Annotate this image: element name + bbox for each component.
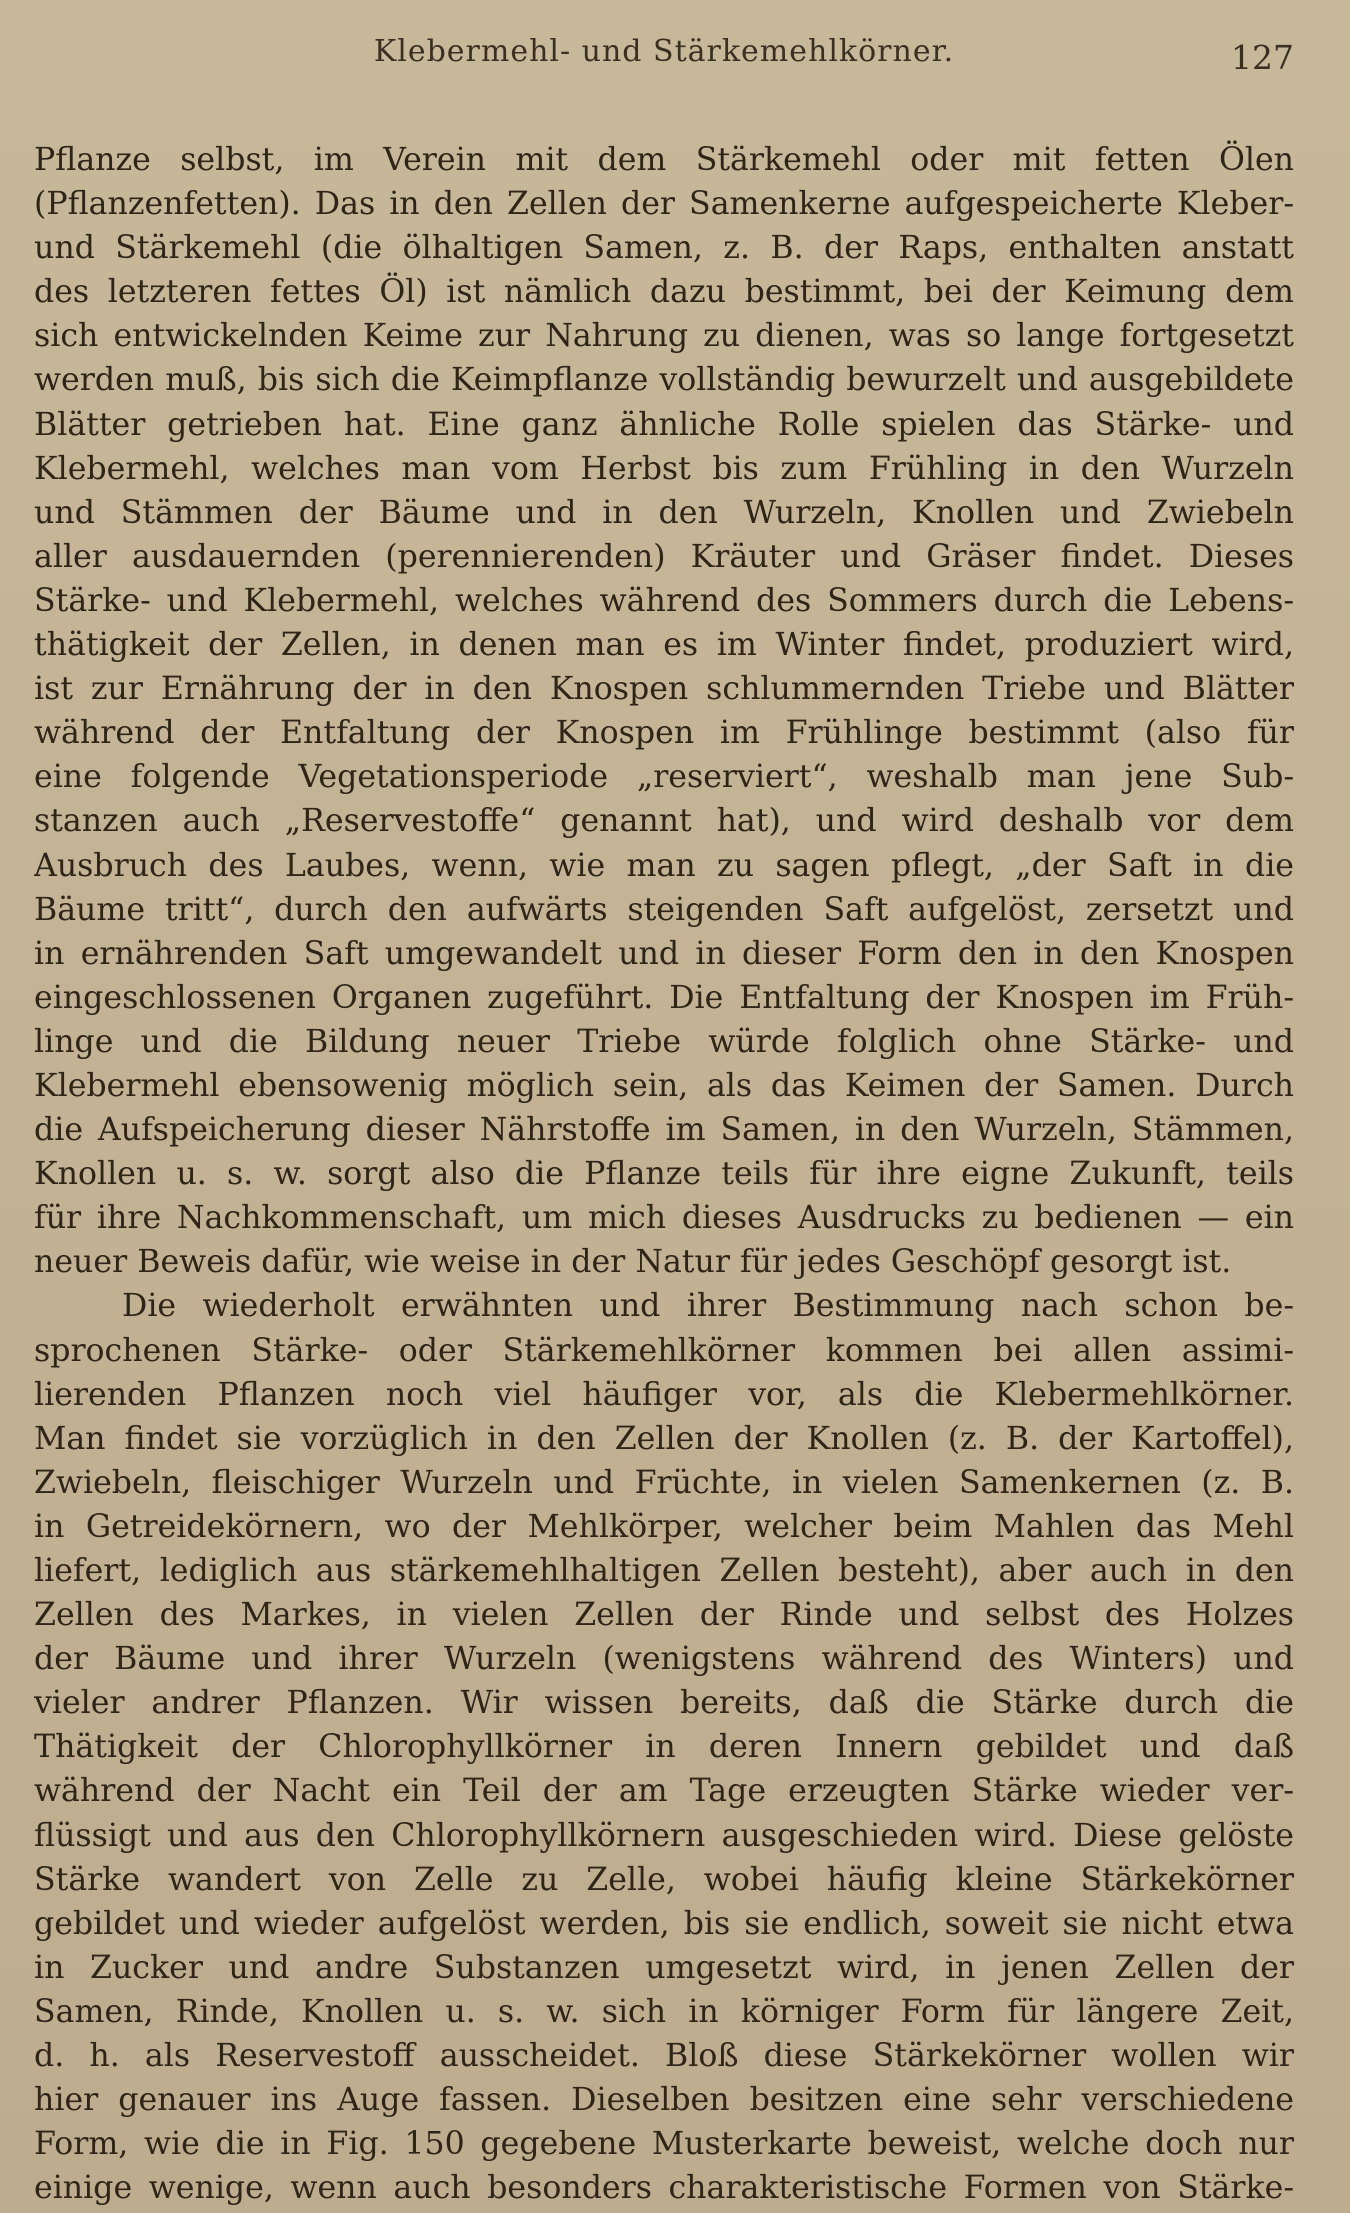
- text-line: der Bäume und ihrer Wurzeln (wenigstens während des Winters) und: [34, 1641, 1294, 1678]
- text-line: liefert, lediglich aus stärkemehlhaltigen Zellen besteht), aber auch in den: [34, 1553, 1294, 1589]
- text-line: Stärke wandert von Zelle zu Zelle, wobei häufig kleine Stärkekörner: [34, 1861, 1294, 1898]
- text-line: flüssigt und aus den Chlorophyllkörnern ausgeschieden wird. Diese gelöste: [34, 1817, 1294, 1854]
- text-line: lierenden Pflanzen noch viel häufiger vor, als die Klebermehlkörner.: [34, 1376, 1294, 1413]
- text-line: Knollen u. s. w. sorgt also die Pflanze teils für ihre eigne Zukunft, teils: [34, 1156, 1294, 1193]
- text-line: Bäume tritt“, durch den aufwärts steigenden Saft aufgelöst, zersetzt und: [34, 891, 1294, 928]
- text-line: aller ausdauernden (perennierenden) Kräuter und Gräser findet. Dieses: [34, 538, 1294, 575]
- text-line: und Stärkemehl (die ölhaltigen Samen, z. B. der Raps, enthalten anstatt: [34, 230, 1294, 267]
- text-line: Blätter getrieben hat. Eine ganz ähnliche Rolle spielen das Stärke- und: [34, 406, 1294, 443]
- text-line: Die wiederholt erwähnten und ihrer Bestimmung nach schon be-: [122, 1288, 1294, 1325]
- text-line: sprochenen Stärke- oder Stärkemehlkörner kommen bei allen assimi-: [34, 1332, 1294, 1369]
- text-line: für ihre Nachkommenschaft, um mich dieses Ausdrucks zu bedienen — ein: [34, 1200, 1294, 1237]
- text-line: Samen, Rinde, Knollen u. s. w. sich in körniger Form für längere Zeit,: [34, 1993, 1294, 2030]
- text-line: eingeschlossenen Organen zugeführt. Die Entfaltung der Knospen im Früh-: [34, 979, 1294, 1016]
- text-line: Thätigkeit der Chlorophyllkörner in deren Innern gebildet und daß: [34, 1729, 1294, 1766]
- text-line: gebildet und wieder aufgelöst werden, bis sie endlich, soweit sie nicht etwa: [34, 1905, 1294, 1942]
- text-line: während der Entfaltung der Knospen im Frühlinge bestimmt (also für: [34, 715, 1294, 752]
- text-line: stanzen auch „Reservestoffe“ genannt hat), und wird deshalb vor dem: [34, 803, 1294, 840]
- text-line: die Aufspeicherung dieser Nährstoffe im Samen, in den Wurzeln, Stämmen,: [34, 1112, 1294, 1149]
- text-line: d. h. als Reservestoff ausscheidet. Bloß diese Stärkekörner wollen wir: [34, 2038, 1294, 2075]
- text-line: in Getreidekörnern, wo der Mehlkörper, welcher beim Mahlen das Mehl: [34, 1508, 1294, 1545]
- text-line: vieler andrer Pflanzen. Wir wissen bereits, daß die Stärke durch die: [34, 1685, 1294, 1722]
- text-line: Klebermehl ebensowenig möglich sein, als das Keimen der Samen. Durch: [34, 1067, 1294, 1104]
- text-line: während der Nacht ein Teil der am Tage erzeugten Stärke wieder ver-: [34, 1773, 1294, 1810]
- text-line: Zellen des Markes, in vielen Zellen der Rinde und selbst des Holzes: [34, 1597, 1294, 1634]
- text-line: Klebermehl, welches man vom Herbst bis zum Frühling in den Wurzeln: [34, 450, 1294, 487]
- text-line: (Pflanzenfetten). Das in den Zellen der Samenkerne aufgespeicherte Kleber-: [34, 186, 1294, 223]
- text-line: neuer Beweis dafür, wie weise in der Natur für jedes Geschöpf gesorgt ist.: [34, 1244, 1232, 1281]
- text-line: hier genauer ins Auge fassen. Dieselben besitzen eine sehr verschiedene: [34, 2082, 1294, 2119]
- page-number: 127: [1231, 38, 1294, 77]
- text-line: in Zucker und andre Substanzen umgesetzt wird, in jenen Zellen der: [34, 1949, 1294, 1986]
- text-line: Ausbruch des Laubes, wenn, wie man zu sagen pflegt, „der Saft in die: [34, 847, 1294, 884]
- body-text: [34, 138, 1294, 2210]
- text-line: Zwiebeln, fleischiger Wurzeln und Früchte, in vielen Samenkernen (z. B.: [34, 1464, 1294, 1501]
- text-line: Stärke- und Klebermehl, welches während des Sommers durch die Lebens-: [34, 582, 1294, 619]
- text-line: einige wenige, wenn auch besonders charakteristische Formen von Stärke-: [34, 2170, 1294, 2207]
- text-line: Man findet sie vorzüglich in den Zellen der Knollen (z. B. der Kartoffel),: [34, 1420, 1294, 1457]
- page-header: [34, 28, 1294, 90]
- text-line: linge und die Bildung neuer Triebe würde folglich ohne Stärke- und: [34, 1023, 1294, 1060]
- paragraph: [34, 138, 1294, 1284]
- text-line: des letzteren fettes Öl) ist nämlich dazu bestimmt, bei der Keimung dem: [34, 274, 1294, 311]
- text-line: eine folgende Vegetationsperiode „reserviert“, weshalb man jene Sub-: [34, 759, 1294, 796]
- text-line: Form, wie die in Fig. 150 gegebene Musterkarte beweist, welche doch nur: [34, 2126, 1294, 2163]
- text-line: ist zur Ernährung der in den Knospen schlummernden Triebe und Blätter: [34, 671, 1294, 708]
- paragraph: [34, 1284, 1294, 2210]
- text-line: werden muß, bis sich die Keimpflanze vollständig bewurzelt und ausgebildete: [34, 362, 1294, 399]
- text-line: Pflanze selbst, im Verein mit dem Stärkemehl oder mit fetten Ölen: [34, 142, 1294, 178]
- text-line: sich entwickelnden Keime zur Nahrung zu dienen, was so lange fortgesetzt: [34, 318, 1294, 355]
- running-title: Klebermehl- und Stärkemehlkörner.: [373, 34, 955, 69]
- text-line: thätigkeit der Zellen, in denen man es im Winter findet, produziert wird,: [34, 627, 1294, 664]
- text-line: und Stämmen der Bäume und in den Wurzeln, Knollen und Zwiebeln: [34, 494, 1294, 531]
- text-line: in ernährenden Saft umgewandelt und in dieser Form den in den Knospen: [34, 935, 1294, 972]
